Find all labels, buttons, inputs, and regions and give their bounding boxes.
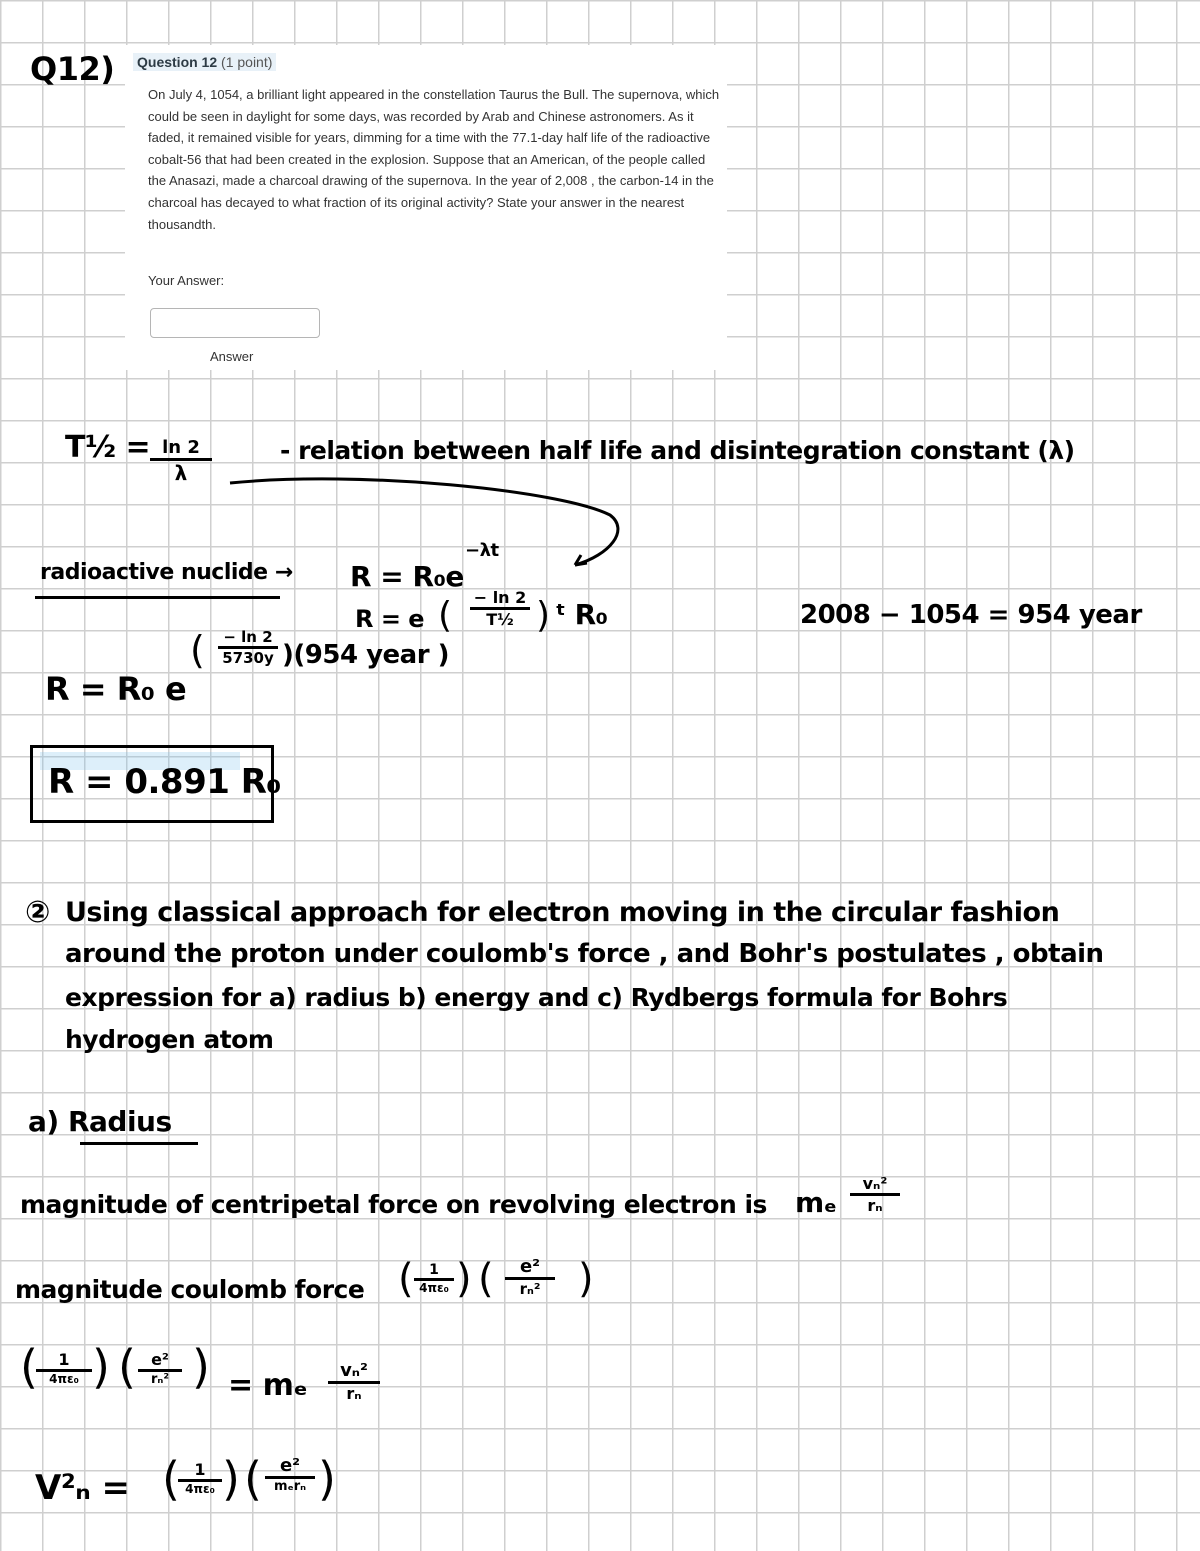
- section-a-heading: a) Radius: [28, 1105, 172, 1138]
- v-paren1-open: (: [162, 1452, 180, 1506]
- halflife-den: λ: [174, 461, 188, 485]
- eq2-paren-open: (: [438, 595, 452, 636]
- eq-rhs: = mₑ: [228, 1368, 308, 1403]
- answer-label: Your Answer:: [148, 273, 225, 288]
- v-f1-num: 1: [178, 1460, 222, 1482]
- v-lhs: V²ₙ =: [35, 1468, 130, 1508]
- v-f2-den: mₑrₙ: [273, 1479, 307, 1494]
- centripetal-den: rₙ: [867, 1196, 883, 1215]
- section-a-underline: [80, 1142, 198, 1145]
- eq2-tail: ᵗ R₀: [555, 598, 608, 631]
- curved-arrow: [230, 479, 618, 565]
- question-title-text: Question 12: [137, 54, 218, 70]
- eq-f1-num: 1: [36, 1350, 92, 1372]
- coulomb-f2-den: rₙ²: [519, 1280, 541, 1298]
- eq2-den: T½: [486, 610, 514, 629]
- problem2-line2: around the proton under coulomb's force , and Bohr's postulates , obtain: [65, 939, 1104, 969]
- v-fraction2: [265, 1455, 315, 1494]
- eq-fraction1: [36, 1350, 92, 1386]
- coulomb-paren1-close: ): [456, 1256, 472, 1302]
- coulomb-fraction1: [414, 1262, 454, 1295]
- coulomb-fraction2: [505, 1256, 555, 1298]
- eq3-den: 5730y: [222, 649, 274, 667]
- v-paren1-close: ): [222, 1452, 240, 1506]
- centripetal-text: magnitude of centripetal force on revolving electron is: [20, 1190, 767, 1219]
- centripetal-prefix: mₑ: [795, 1186, 837, 1219]
- centripetal-fraction: [850, 1174, 900, 1215]
- eq-f2-num: e²: [138, 1350, 182, 1372]
- nuclide-text: radioactive nuclide →: [40, 560, 293, 585]
- eq2-fraction: [470, 588, 530, 629]
- eq-f1-den: 4πε₀: [49, 1372, 79, 1386]
- coulomb-f1-den: 4πε₀: [419, 1281, 449, 1295]
- halflife-lhs: T½ =: [65, 430, 151, 465]
- eq2-paren-close: ): [536, 595, 550, 636]
- eq-paren2-close: ): [192, 1340, 210, 1394]
- eq2: R = e: [355, 605, 425, 633]
- eq3-paren-open: (: [190, 628, 205, 672]
- eq3-tail: )(954 year ): [282, 640, 449, 670]
- coulomb-text: magnitude coulomb force: [15, 1275, 365, 1304]
- question-label: Q12): [30, 50, 115, 88]
- v-f1-den: 4πε₀: [185, 1482, 215, 1496]
- result-text: R = 0.891 R₀: [48, 762, 281, 802]
- years-calc: 2008 − 1054 = 954 year: [800, 600, 1142, 630]
- eq1: R = R₀e: [350, 560, 464, 593]
- eq-f2-den: rₙ²: [150, 1372, 170, 1387]
- question-text: On July 4, 1054, a brilliant light appeared in the constellation Taurus the Bull. The supernova, which could be seen in daylight for some days, was recorded by Arab and Chinese astronomers. As it faded, it remained visible for years, dimming for a time with the 77.1-day half life of the radioactive cobalt-56 that had been created in the explosion. Suppose that an American, of the people called the Anasazi, made a charcoal drawing of the supernova. In the year of 2,008 , the carbon-14 in the charcoal has decayed to what fraction of its original activity? State your answer in the nearest thousandth.: [148, 87, 720, 232]
- coulomb-paren2-close: ): [578, 1256, 594, 1302]
- question-card: [125, 45, 727, 370]
- eq2-num: − ln 2: [470, 588, 530, 610]
- relation-text: - relation between half life and disintegration constant (λ): [280, 436, 1075, 465]
- problem2-line1: Using classical approach for electron moving in the circular fashion: [65, 897, 1060, 928]
- v-fraction1: [178, 1460, 222, 1496]
- question-points: (1 point): [221, 54, 273, 70]
- v-paren2-close: ): [318, 1452, 336, 1506]
- v-f2-num: e²: [265, 1455, 315, 1479]
- eq-rhs-fraction: [328, 1360, 380, 1403]
- eq-paren1-open: (: [20, 1340, 38, 1394]
- centripetal-num: vₙ²: [850, 1174, 900, 1196]
- eq1-exp: −λt: [465, 540, 499, 561]
- nuclide-underline: [35, 596, 280, 599]
- problem2-line3: expression for a) radius b) energy and c) Rydbergs formula for Bohrs: [65, 983, 1008, 1012]
- eq3-fraction: [218, 628, 278, 667]
- v-paren2-open: (: [244, 1452, 262, 1506]
- coulomb-f2-num: e²: [505, 1256, 555, 1280]
- answer-button[interactable]: Answer: [210, 349, 254, 364]
- problem2-number: ②: [25, 895, 50, 930]
- eq-paren1-close: ): [92, 1340, 110, 1394]
- coulomb-paren2-open: (: [478, 1256, 494, 1302]
- problem2-line4: hydrogen atom: [65, 1025, 274, 1054]
- eq-rhs-num: vₙ²: [328, 1360, 380, 1384]
- answer-input[interactable]: [150, 308, 320, 338]
- coulomb-f1-num: 1: [414, 1262, 454, 1281]
- eq-paren2-open: (: [118, 1340, 136, 1394]
- eq-rhs-den: rₙ: [346, 1384, 362, 1403]
- halflife-num: ln 2: [150, 437, 212, 461]
- eq-fraction2: [138, 1350, 182, 1387]
- eq3-num: − ln 2: [218, 628, 278, 649]
- eq3: R = R₀ e: [45, 670, 187, 708]
- coulomb-paren1-open: (: [398, 1256, 414, 1302]
- question-title: [133, 53, 276, 71]
- halflife-fraction: [150, 437, 212, 485]
